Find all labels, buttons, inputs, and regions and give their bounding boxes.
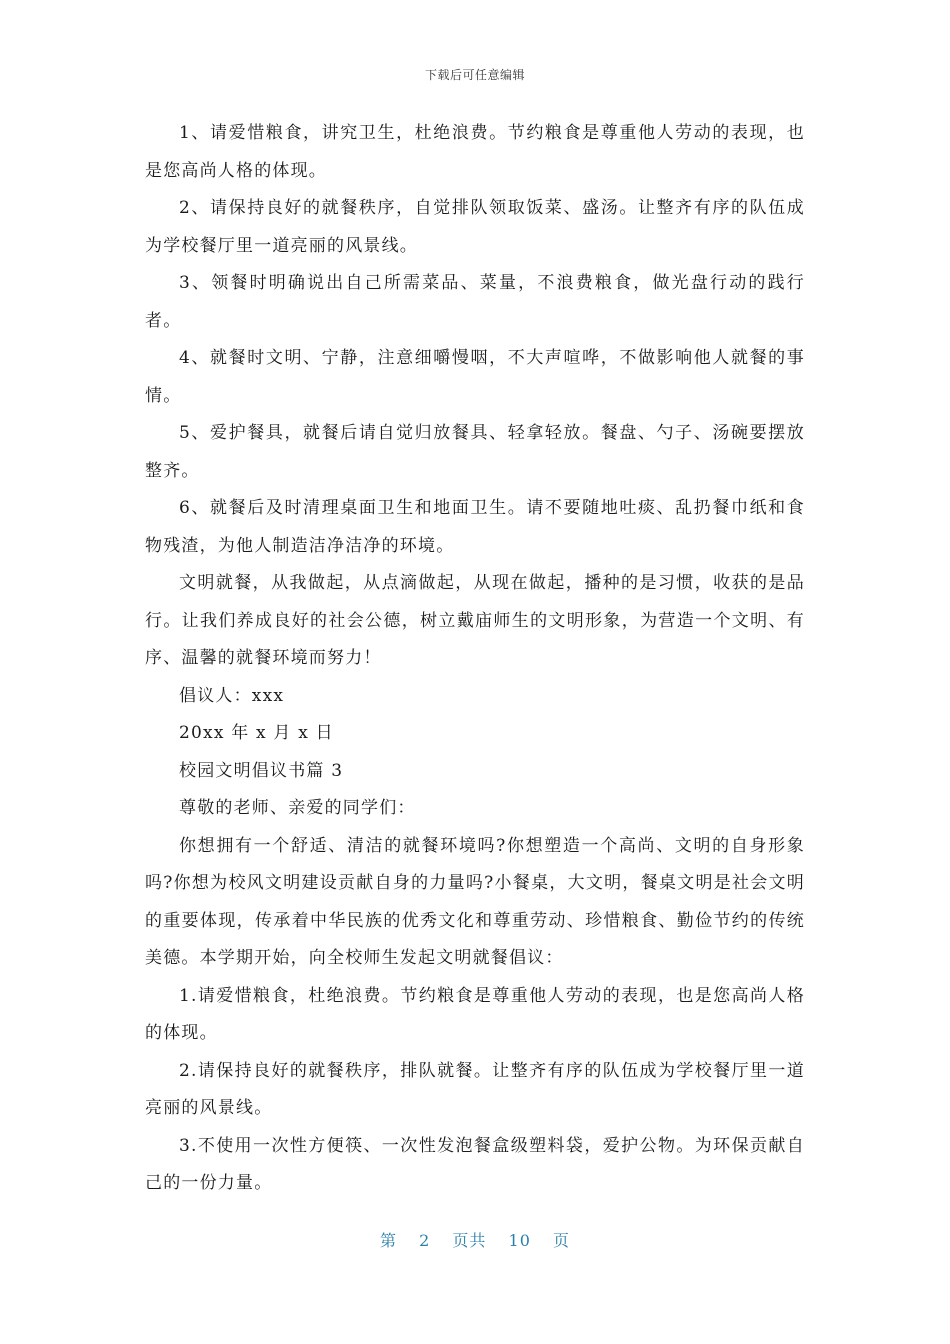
footer-suffix: 页: [552, 1231, 570, 1250]
current-page-number: 2: [419, 1231, 431, 1250]
page-footer: [0, 1228, 950, 1251]
paragraph: 5、爱护餐具，就餐后请自觉归放餐具、轻拿轻放。餐盘、勺子、汤碗要摆放整齐。: [145, 423, 805, 481]
paragraph: 1.请爱惜粮食，杜绝浪费。节约粮食是尊重他人劳动的表现，也是您高尚人格的体现。: [145, 985, 805, 1043]
page-header: 下载后可任意编辑: [424, 68, 525, 82]
total-pages-number: 10: [508, 1231, 531, 1250]
footer-prefix: 第: [380, 1231, 398, 1250]
paragraph: 3、领餐时明确说出自己所需菜品、菜量，不浪费粮食，做光盘行动的践行者。: [145, 273, 805, 331]
section-title: 校园文明倡议书篇 3: [179, 760, 344, 781]
proposer-line: 倡议人：xxx: [179, 685, 285, 706]
paragraph: 文明就餐，从我做起，从点滴做起，从现在做起，播种的是习惯，收获的是品行。让我们养成良好的社会公德，树立戴庙师生的文明形象，为营造一个文明、有序、温馨的就餐环境而努力！: [145, 573, 805, 668]
paragraph: 你想拥有一个舒适、清洁的就餐环境吗?你想塑造一个高尚、文明的自身形象吗?你想为校风文明建设贡献自身的力量吗?小餐桌，大文明，餐桌文明是社会文明的重要体现，传承着中华民族的优秀文化和尊重劳动、珍惜粮食、勤俭节约的传统美德。本学期开始，向全校师生发起文明就餐倡议：: [145, 835, 805, 968]
paragraph: 2、请保持良好的就餐秩序，自觉排队领取饭菜、盛汤。让整齐有序的队伍成为学校餐厅里一道亮丽的风景线。: [145, 198, 805, 256]
document-body: [145, 115, 805, 1203]
paragraph: 4、就餐时文明、宁静，注意细嚼慢咽，不大声喧哗，不做影响他人就餐的事情。: [145, 348, 805, 406]
salutation: 尊敬的老师、亲爱的同学们：: [179, 798, 416, 818]
paragraph: 6、就餐后及时清理桌面卫生和地面卫生。请不要随地吐痰、乱扔餐巾纸和食物残渣，为他人制造洁净洁净的环境。: [145, 498, 805, 556]
paragraph: 2.请保持良好的就餐秩序，排队就餐。让整齐有序的队伍成为学校餐厅里一道亮丽的风景线。: [145, 1060, 805, 1118]
paragraph: 3.不使用一次性方便筷、一次性发泡餐盒级塑料袋，爱护公物。为环保贡献自己的一份力量。: [145, 1135, 805, 1193]
paragraph: 1、请爱惜粮食，讲究卫生，杜绝浪费。节约粮食是尊重他人劳动的表现，也是您高尚人格的体现。: [145, 123, 805, 181]
footer-middle: 页共: [452, 1231, 487, 1250]
date-line: 20xx 年 x 月 x 日: [179, 723, 334, 743]
